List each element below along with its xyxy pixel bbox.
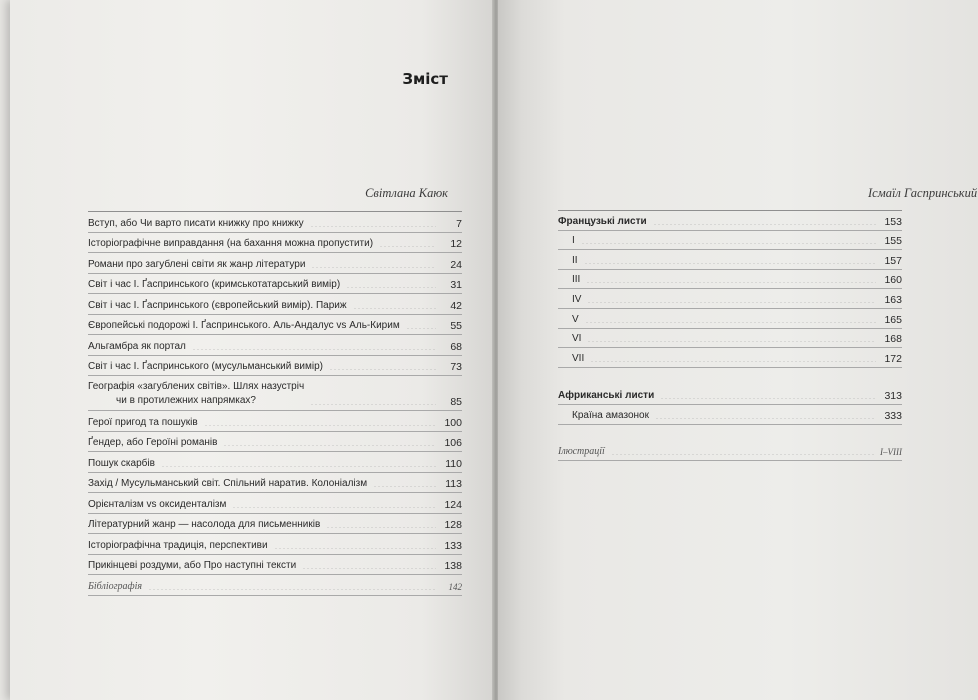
toc-page-number: 106	[444, 437, 462, 449]
right-page	[498, 0, 978, 700]
toc-entry-label: Ілюстрації	[558, 445, 605, 457]
toc-section-label: Африканські листи	[558, 390, 655, 402]
toc-entry-label: Літературний жанр — насолода для письменників	[88, 519, 321, 530]
dot-leader	[660, 398, 876, 399]
dot-leader	[584, 263, 876, 264]
toc-chapter-entry	[558, 348, 902, 368]
toc-entry-label: Ґендер, або Героїні романів	[88, 437, 218, 448]
toc-page-number: 73	[450, 361, 462, 373]
dot-leader	[406, 328, 436, 329]
dot-leader	[653, 224, 876, 225]
toc-entry-label: Захід / Мусульманський світ. Спільний наратив. Колоніалізм	[88, 478, 368, 489]
dot-leader	[590, 361, 876, 362]
toc-section-african-letters	[558, 386, 902, 406]
toc-entry	[88, 534, 462, 555]
toc-page-number: 7	[456, 217, 462, 230]
toc-chapter-entry	[558, 405, 902, 425]
toc-entry-label: IV	[572, 293, 582, 305]
toc-page-number: 142	[448, 581, 462, 592]
dot-leader	[326, 527, 436, 528]
toc-page-number: 165	[884, 313, 902, 326]
toc-entry	[88, 473, 462, 494]
toc-chapter-entry	[558, 231, 902, 251]
toc-entry	[88, 376, 462, 411]
toc-page-number: 100	[444, 416, 462, 429]
toc-page-number: 153	[884, 215, 902, 228]
toc-entry	[88, 233, 462, 254]
dot-leader	[310, 404, 436, 405]
toc-entry-label: II	[572, 254, 578, 266]
toc-entry-bibliography	[88, 575, 462, 596]
toc-page-number: 42	[450, 299, 462, 312]
toc-entry-label: Історіографічне виправдання (на бахання можна пропустити)	[88, 238, 374, 249]
toc-entry	[88, 212, 462, 233]
dot-leader	[311, 267, 436, 268]
toc-entry-label-line: чи в протилежних напрямках?	[116, 395, 256, 406]
toc-entry	[88, 452, 462, 473]
toc-entry-label: Вступ, або Чи варто писати книжку про книжку	[88, 217, 304, 229]
dot-leader	[587, 341, 876, 342]
dot-leader	[611, 454, 874, 455]
toc-entry	[88, 315, 462, 336]
left-page	[10, 0, 494, 700]
dot-leader	[192, 349, 436, 350]
dot-leader	[274, 548, 436, 549]
toc-entry-label: V	[572, 313, 579, 325]
toc-chapter-entry	[558, 329, 902, 349]
dot-leader	[223, 445, 436, 446]
toc-entry-label: Романи про загублені світи як жанр літератури	[88, 258, 306, 270]
toc-page-number: 172	[884, 352, 902, 365]
toc-section-french-letters	[558, 211, 902, 231]
dot-leader	[655, 418, 876, 419]
toc-page-number: 133	[444, 539, 462, 552]
dot-leader	[587, 302, 876, 303]
toc-page-number: 155	[884, 235, 902, 248]
toc-page-number: 85	[450, 396, 462, 408]
dot-leader	[329, 369, 436, 370]
toc-page-number: 157	[884, 254, 902, 267]
author-name: Ісмаїл Гаспринський	[868, 186, 978, 200]
toc-entry	[88, 432, 462, 453]
dot-leader	[353, 308, 436, 309]
toc-entry-label: Бібліографія	[88, 580, 143, 592]
dot-leader	[310, 226, 436, 227]
toc-entry-label: Орієнталізм vs оксиденталізм	[88, 498, 227, 510]
toc-section-label: Французькі листи	[558, 215, 647, 227]
section-spacer	[558, 368, 902, 386]
dot-leader	[148, 589, 436, 590]
toc-page-number: 168	[884, 333, 902, 346]
dot-leader	[581, 243, 876, 244]
toc-entry-label: VI	[572, 333, 582, 345]
dot-leader	[302, 568, 436, 569]
toc-page-number: 128	[444, 519, 462, 531]
toc-page-number: 31	[450, 279, 462, 291]
toc-entry	[88, 274, 462, 295]
toc-page-number: 113	[445, 478, 462, 490]
toc-entry-label: Світ і час І. Ґаспринського (мусульманський вимір)	[88, 361, 323, 372]
toc-entry-label: VII	[572, 352, 585, 364]
toc-entry-label: Європейські подорожі І. Ґаспринського. Аль-Андалус vs Аль-Кирим	[88, 320, 400, 331]
toc-entry-label: Країна амазонок	[572, 409, 649, 421]
table-of-contents	[88, 211, 462, 596]
author-name: Світлана Каюк	[365, 186, 448, 200]
toc-entry	[88, 493, 462, 514]
dot-leader	[373, 486, 436, 487]
dot-leader	[379, 246, 436, 247]
toc-chapter-entry	[558, 270, 902, 290]
toc-entry	[88, 514, 462, 535]
toc-entry	[88, 411, 462, 432]
toc-page-number: 138	[444, 560, 462, 572]
toc-entry-label: Альгамбра як портал	[88, 340, 186, 352]
table-of-contents	[558, 210, 902, 461]
toc-entry-label	[88, 380, 304, 408]
toc-page-number: 110	[445, 457, 462, 470]
toc-entry	[88, 253, 462, 274]
toc-page-number: 24	[450, 258, 462, 271]
toc-page-number: 68	[450, 340, 462, 353]
toc-page-number: 333	[884, 409, 902, 422]
dot-leader	[585, 322, 876, 323]
dot-leader	[586, 282, 876, 283]
toc-chapter-entry	[558, 309, 902, 329]
toc-entry	[88, 335, 462, 356]
toc-entry-label: Герої пригод та пошуків	[88, 416, 198, 428]
toc-entry-label: III	[572, 274, 581, 286]
toc-page-number: 55	[450, 320, 462, 332]
toc-page-number: 313	[884, 390, 902, 403]
toc-entry	[88, 356, 462, 377]
dot-leader	[232, 507, 436, 508]
toc-page-number: 12	[450, 238, 462, 250]
toc-page-number: 124	[444, 498, 462, 511]
toc-entry-illustrations	[558, 441, 902, 461]
toc-page-number: I–VIII	[880, 446, 902, 457]
toc-entry	[88, 294, 462, 315]
dot-leader	[161, 466, 436, 467]
toc-chapter-entry	[558, 289, 902, 309]
toc-entry-label: Пошук скарбів	[88, 457, 155, 469]
page-title: Зміст	[402, 70, 448, 88]
toc-entry-label: Світ і час І. Ґаспринського (європейський вимір). Париж	[88, 299, 347, 311]
dot-leader	[346, 287, 436, 288]
toc-entry-label: I	[572, 235, 575, 247]
toc-page-number: 163	[884, 293, 902, 306]
toc-entry-label: Прикінцеві роздуми, або Про наступні тексти	[88, 560, 297, 571]
toc-entry	[88, 555, 462, 576]
dot-leader	[204, 425, 436, 426]
toc-entry-label-line: Географія «загублених світів». Шлях назустріч	[88, 381, 305, 392]
toc-chapter-entry	[558, 250, 902, 270]
toc-entry-label: Історіографічна традиція, перспективи	[88, 539, 268, 551]
toc-entry-label: Світ і час І. Ґаспринського (кримськотатарський вимір)	[88, 279, 341, 290]
section-spacer	[558, 425, 902, 441]
toc-page-number: 160	[884, 274, 902, 287]
